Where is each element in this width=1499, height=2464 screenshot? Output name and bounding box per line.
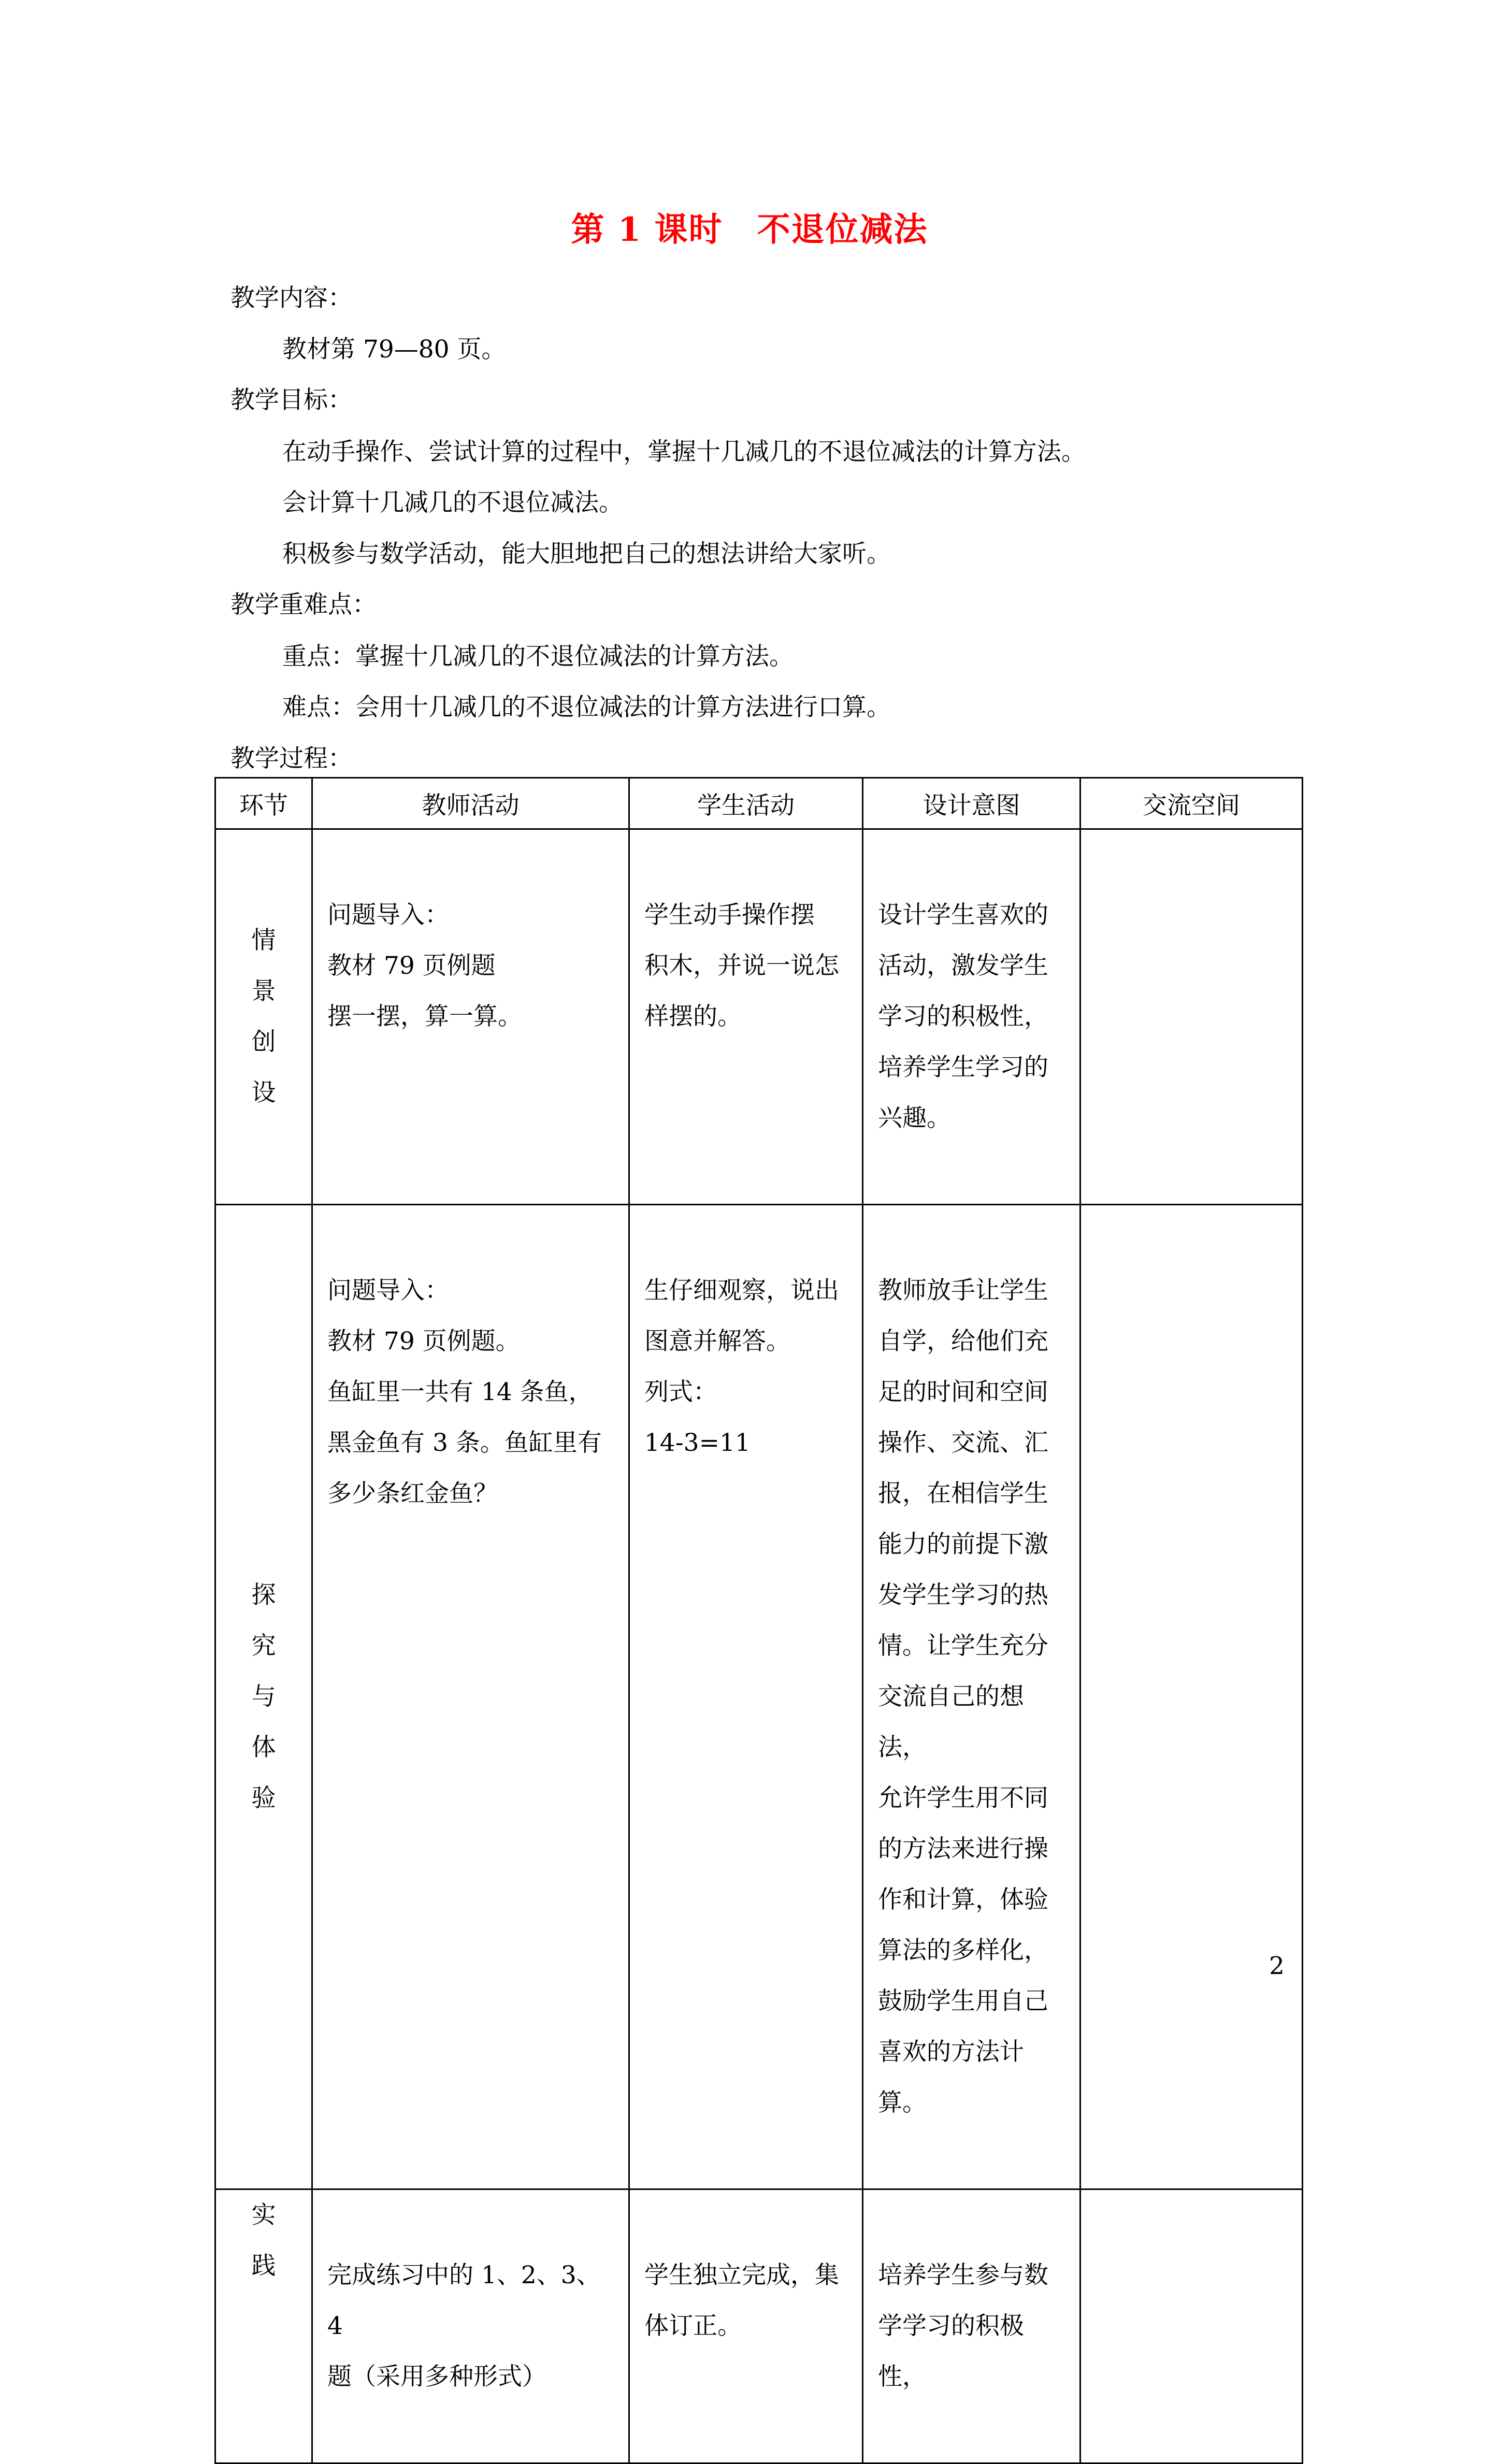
content-text: 教材第 79—80 页。 [282,335,506,364]
keypoints-label: 教学重难点： [230,590,377,619]
table-header-row [215,778,1303,829]
process-label: 教学过程： [230,744,352,773]
page-number: 2 [1269,1952,1285,1980]
page-title: 第 1 课时 不退位减法 [571,210,928,249]
exchange-space-cell [1080,2189,1303,2463]
table-row [215,829,1303,1205]
keypoint-item: 难点：会用十几减几的不退位减法的计算方法进行口算。 [282,693,891,722]
table-row [215,1205,1303,2189]
stage-cell: 情 景 创 设 [215,829,312,1205]
table-row [215,2189,1303,2463]
goals-label: 教学目标： [230,386,352,414]
teacher-activity-cell: 问题导入： 教材 79 页例题。 鱼缸里一共有 14 条鱼， 黑金鱼有 3 条。鱼缸里有 多少条红金鱼？ [312,1205,629,2189]
student-activity-cell: 学生独立完成，集 体订正。 [629,2189,863,2463]
header-cell: 学生活动 [629,778,863,829]
keypoint-item: 重点：掌握十几减几的不退位减法的计算方法。 [282,642,794,671]
stage-cell: 探 究 与 体 验 [215,1205,312,2189]
design-intent-cell: 培养学生参与数 学学习的积极性， [863,2189,1080,2463]
exchange-space-cell [1080,1205,1303,2189]
goal-item: 会计算十几减几的不退位减法。 [282,488,623,517]
design-intent-cell: 设计学生喜欢的 活动，激发学生 学习的积极性， 培养学生学习的 兴趣。 [863,829,1080,1205]
teacher-activity-cell: 完成练习中的 1、2、3、4 题（采用多种形式） [312,2189,629,2463]
exchange-space-cell [1080,829,1303,1205]
design-intent-cell: 教师放手让学生 自学，给他们充 足的时间和空间 操作、交流、汇 报，在相信学生 能力的前提下激 发学生学习的热 情。让学生充分 交流自己的想法， 允许学生用不同 的方法来进行操 作和计算，体验 算法的多样化， 鼓励学生用自己 喜欢的方法计算。 [863,1205,1080,2189]
header-cell: 教师活动 [312,778,629,829]
header-cell: 环节 [215,778,312,829]
header-cell: 交流空间 [1080,778,1303,829]
lesson-table [214,777,1303,2464]
goal-item: 在动手操作、尝试计算的过程中，掌握十几减几的不退位减法的计算方法。 [282,438,1086,466]
header-cell: 设计意图 [863,778,1080,829]
stage-cell: 实 践 [215,2189,312,2463]
teacher-activity-cell: 问题导入： 教材 79 页例题 摆一摆，算一算。 [312,829,629,1205]
content-label: 教学内容： [230,284,352,312]
student-activity-cell: 生仔细观察，说出 图意并解答。 列式： 14-3=11 [629,1205,863,2189]
student-activity-cell: 学生动手操作摆 积木，并说一说怎 样摆的。 [629,829,863,1205]
goal-item: 积极参与数学活动，能大胆地把自己的想法讲给大家听。 [282,540,891,568]
